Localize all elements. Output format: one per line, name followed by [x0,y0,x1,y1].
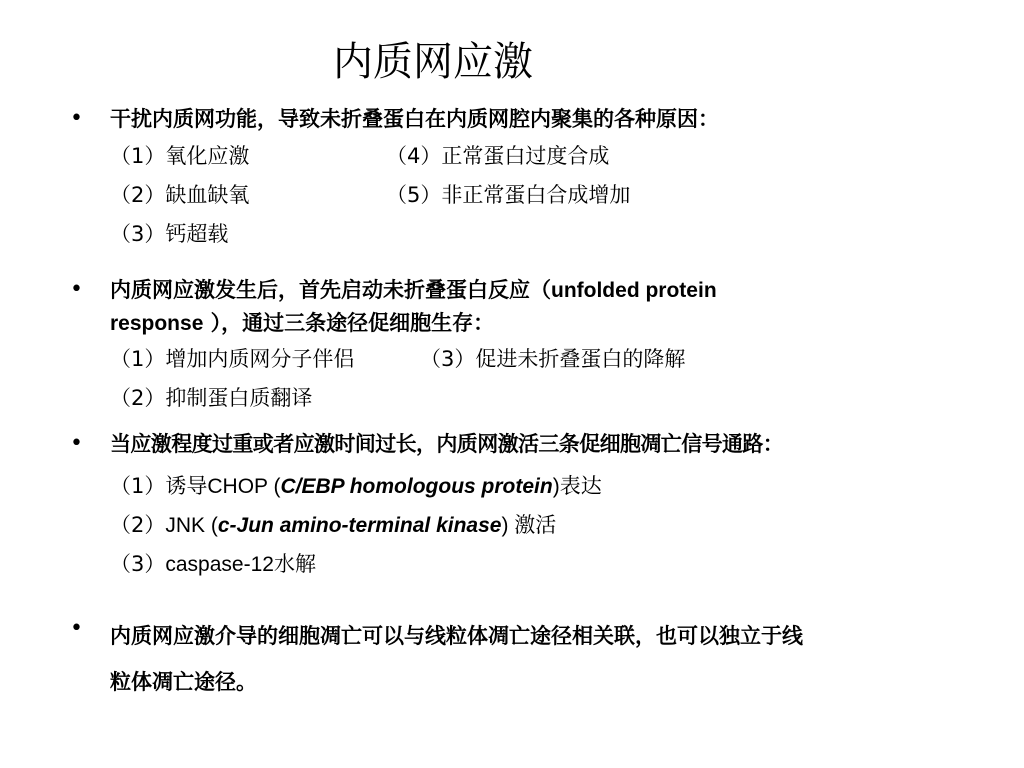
bullet-2-term-en-1: unfolded protein [551,279,717,302]
bullet-dot: • [70,277,83,302]
apoptosis-item-caspase: （3）caspase-12水解 [110,552,316,576]
cause-item: （4）正常蛋白过度合成 [386,144,610,168]
bullet-1-text: 干扰内质网功能，导致未折叠蛋白在内质网腔内聚集的各种原因： [110,107,719,131]
slide-title: 内质网应激 [333,39,533,85]
apoptosis-item-jnk: （2）JNK (c-Jun amino-terminal kinase) 激活 [110,513,557,537]
survival-item: （1）增加内质网分子伴侣 [110,347,355,371]
survival-item: （3）促进未折叠蛋白的降解 [420,347,686,371]
cause-item: （3）钙超载 [110,222,229,246]
cause-item: （5）非正常蛋白合成增加 [386,183,631,207]
apoptosis-item-chop: （1）诱导CHOP (C/EBP homologous protein)表达 [110,474,602,498]
bullet-dot: • [70,431,83,456]
cause-item: （2）缺血缺氧 [110,183,250,207]
bullet-2-text-a: 内质网应激发生后，首先启动未折叠蛋白反应（ [110,278,551,302]
bullet-2-text-b: ），通过三条途径促细胞生存： [203,311,495,335]
bullet-3-text: 当应激程度过重或者应激时间过长，内质网激活三条促细胞凋亡信号通路： [110,432,784,456]
bullet-4-line-2: 粒体凋亡途径。 [110,670,257,694]
bullet-2-term-en-2: response [110,312,204,335]
bullet-dot: • [70,616,83,641]
bullet-2-text [110,274,980,340]
cause-item: （1）氧化应激 [110,144,250,168]
bullet-4-text [110,613,984,705]
bullet-dot: • [70,106,83,131]
survival-item: （2）抑制蛋白质翻译 [110,386,313,410]
bullet-4-line-1: 内质网应激介导的细胞凋亡可以与线粒体凋亡途径相关联，也可以独立于线 [110,624,803,648]
